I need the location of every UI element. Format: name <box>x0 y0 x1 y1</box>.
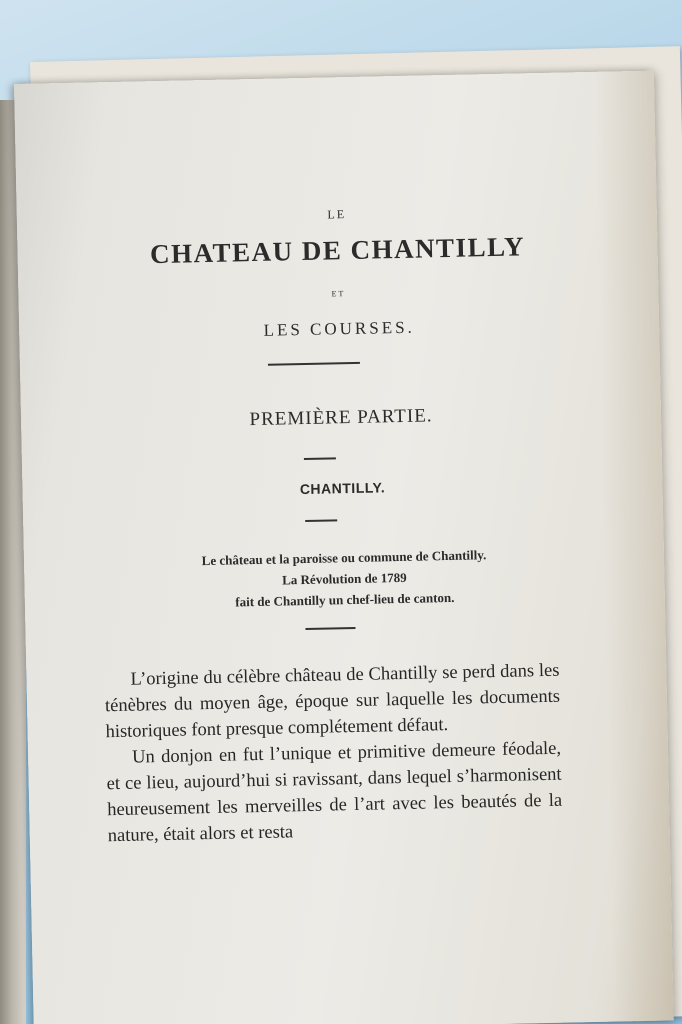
summary-line: Le château et la paroisse ou commune de Chantilly. <box>201 547 487 569</box>
paragraph: Un donjon en fut l’unique et primitive demeure féodale, et ce lieu, aujourd’hui si ravissant, dans lequel s’harmonisent heureusement les merveilles de l’art avec les beautés de la nature, était alors et resta <box>106 738 563 847</box>
divider-rule <box>304 457 336 460</box>
chapter-heading: CHANTILLY. <box>299 479 386 498</box>
book-subtitle: LES COURSES. <box>263 317 416 340</box>
part-heading: PREMIÈRE PARTIE. <box>249 405 433 431</box>
divider-rule <box>305 627 355 630</box>
divider-rule <box>268 362 360 366</box>
title-article: LE <box>327 207 347 222</box>
book-title: CHATEAU DE CHANTILLY <box>149 231 526 270</box>
summary-line: La Révolution de 1789 <box>281 569 407 588</box>
paragraph: L’origine du célèbre château de Chantilly se perd dans les ténèbres du moyen âge, époque sur laquelle les documents historiques font presque complétement défaut. <box>104 660 561 743</box>
body-text <box>104 658 563 849</box>
book-page <box>14 71 674 1024</box>
chapter-summary <box>24 540 665 616</box>
summary-line: fait de Chantilly un chef-lieu de canton. <box>235 589 455 610</box>
page-content <box>14 71 674 1024</box>
divider-rule <box>305 519 337 522</box>
title-conjunction: ET <box>331 289 346 299</box>
